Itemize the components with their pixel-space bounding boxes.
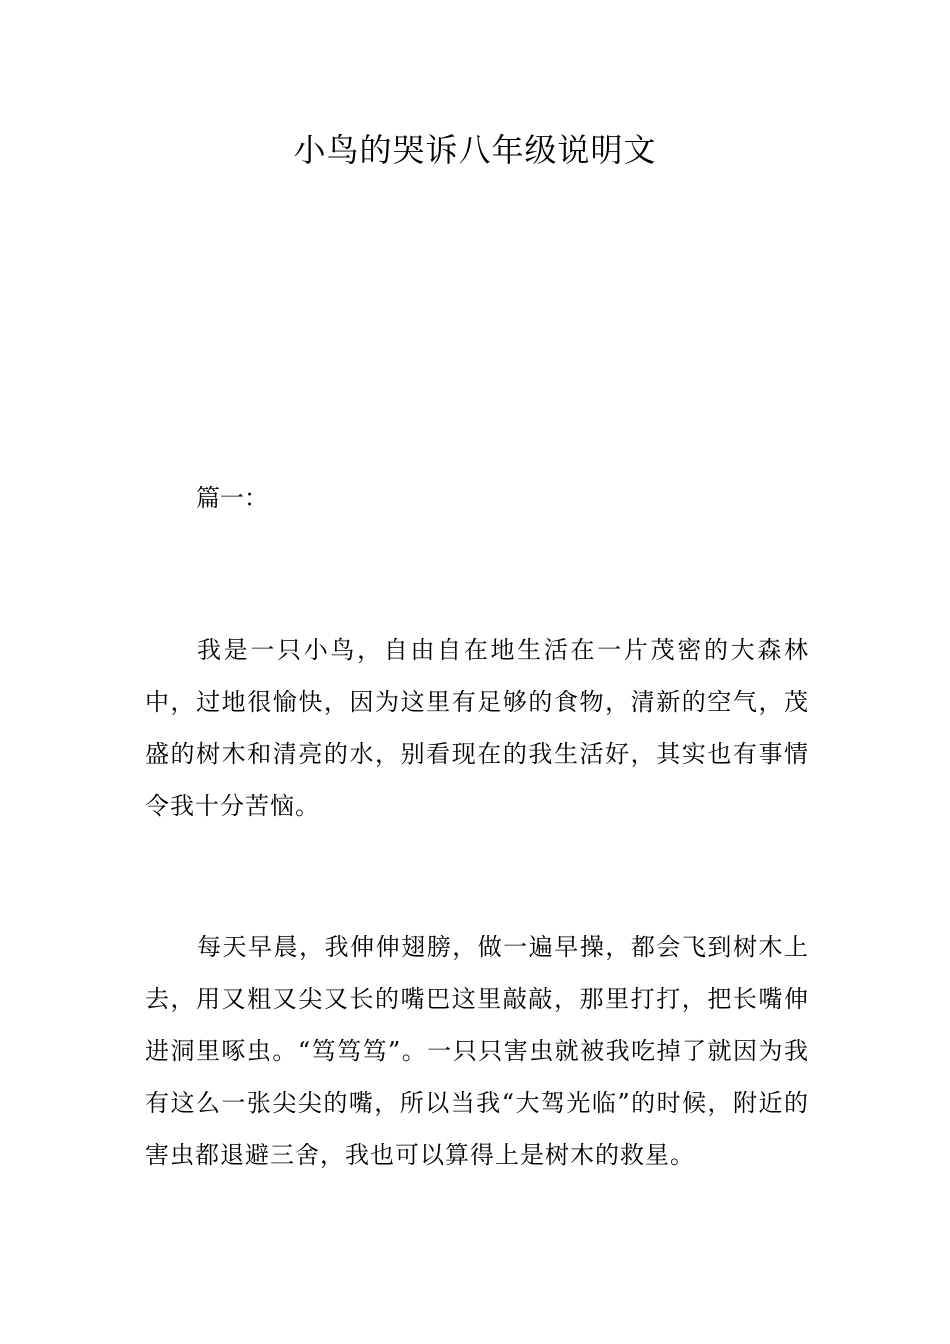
section-label: 篇一： [196,484,268,512]
paragraph-2: 每天早晨，我伸伸翅膀，做一遍早操，都会飞到树木上去，用又粗又尖又长的嘴巴这里敲敲，那里打打，把长嘴伸进洞里啄虫。“笃笃笃”。一只只害虫就被我吃掉了就因为我有这么一张尖尖的嘴，所以当我“大驾光临”的时候，附近的害虫都退避三舍，我也可以算得上是树木的救星。 [145,933,809,1169]
paragraph-1: 我是一只小鸟，自由自在地生活在一片茂密的大森林中，过地很愉快，因为这里有足够的食物，清新的空气，茂盛的树木和清亮的水，别看现在的我生活好，其实也有事情令我十分苦恼。 [145,636,809,820]
document-title: 小鸟的哭诉八年级说明文 [293,131,657,169]
